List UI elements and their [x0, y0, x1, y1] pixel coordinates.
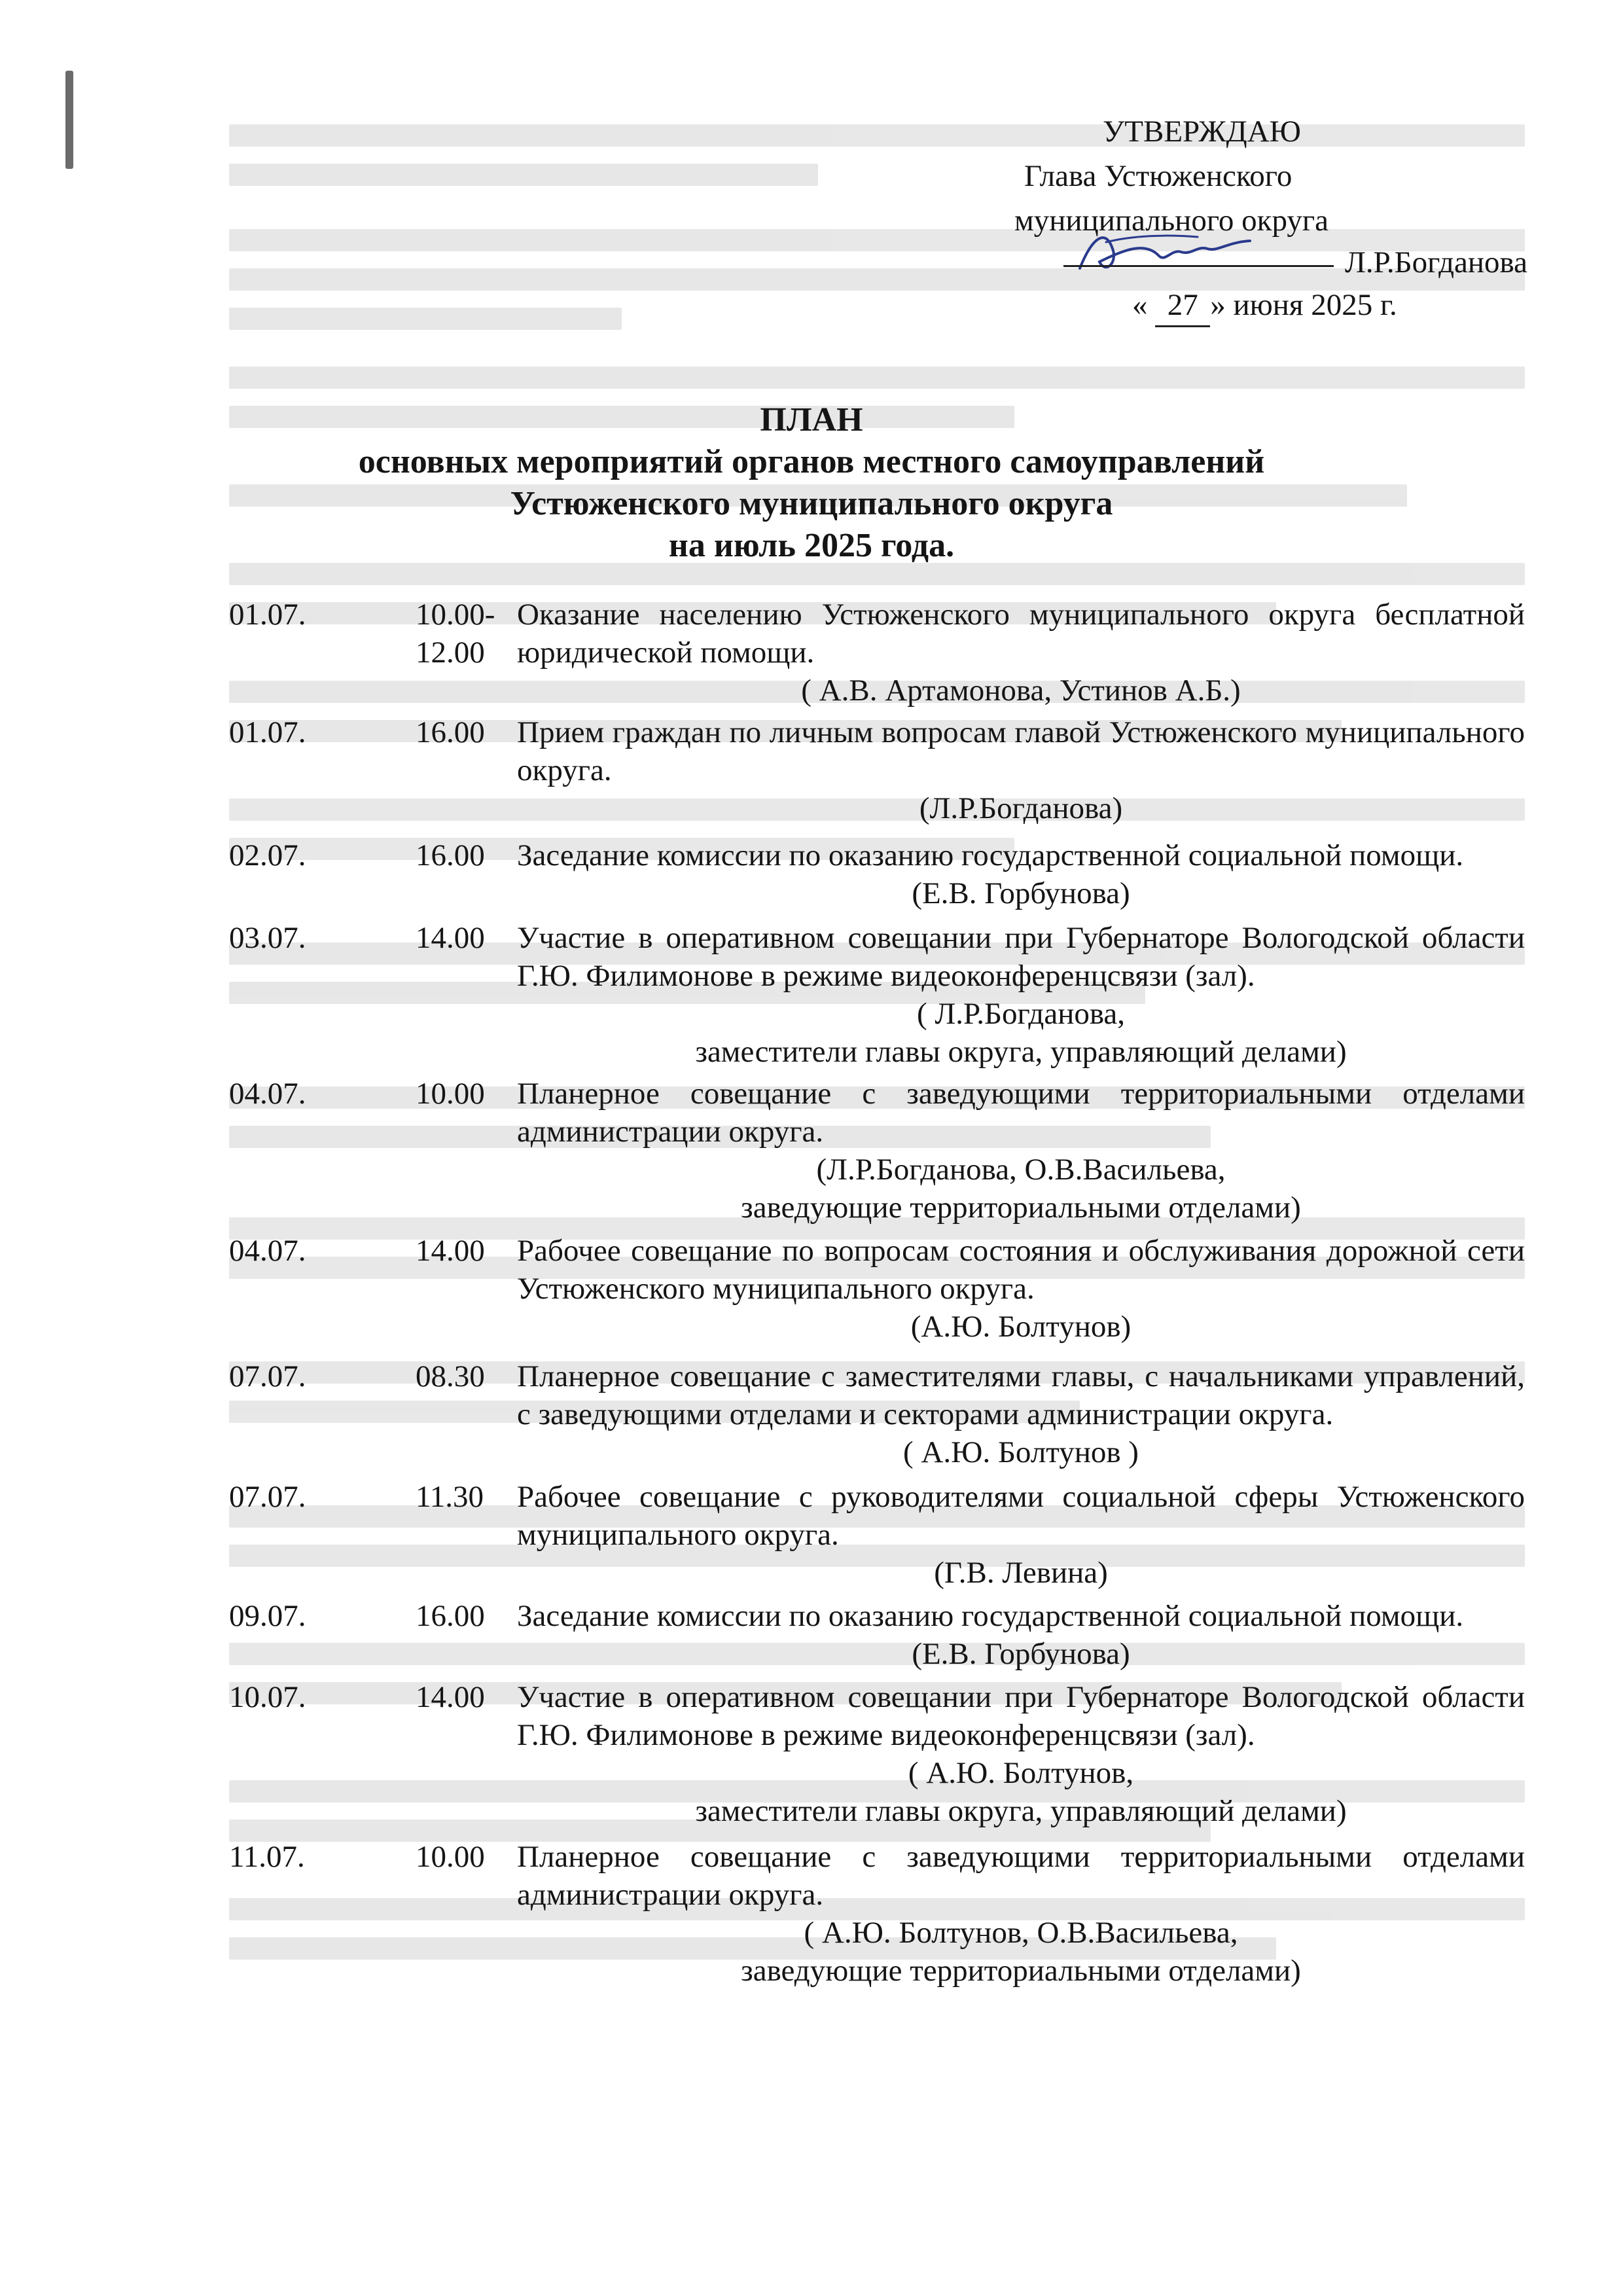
event-date: 02.07.: [229, 838, 306, 872]
event-list: [229, 596, 1525, 1990]
plan-heading: [196, 399, 1427, 567]
scan-edge-mark: [65, 71, 73, 169]
event-responsible: (Е.В. Горбунова): [912, 876, 1130, 910]
event-time: 14.00: [416, 1234, 485, 1268]
event-date: 03.07.: [229, 921, 306, 955]
event-responsible: ( А.Ю. Болтунов, О.В.Васильева,: [804, 1916, 1238, 1950]
event-responsible: (Л.Р.Богданова, О.В.Васильева,: [816, 1153, 1226, 1187]
handwritten-signature: [1067, 223, 1263, 281]
event-time: 11.30: [416, 1480, 484, 1514]
event-description: Заседание комиссии по оказанию государственной социальной помощи.: [517, 1599, 1464, 1633]
event-date: 10.07.: [229, 1680, 306, 1714]
plan-period: на июль 2025 года.: [668, 527, 955, 564]
event-time: 16.00: [416, 715, 485, 749]
event-row: [229, 1357, 1525, 1471]
event-responsible: ( А.Ю. Болтунов,: [908, 1756, 1134, 1790]
event-time: 08.30: [416, 1359, 485, 1393]
event-date: 04.07.: [229, 1077, 306, 1111]
event-responsible: заместители главы округа, управляющий делами): [695, 1035, 1347, 1069]
event-date: 07.07.: [229, 1480, 306, 1514]
event-row: [229, 1478, 1525, 1592]
approval-date-open: «: [1132, 288, 1148, 322]
event-responsible: ( А.Ю. Болтунов ): [903, 1435, 1139, 1469]
event-responsible: заведующие территориальными отделами): [741, 1191, 1301, 1225]
event-responsible: (А.Ю. Болтунов): [910, 1310, 1132, 1344]
approval-position-line1: Глава Устюженского: [1024, 159, 1293, 193]
event-description: Рабочее совещание по вопросам состояния и обслуживания дорожной сети Устюженского муниципального округа.: [517, 1234, 1525, 1306]
signature-line: [1063, 265, 1334, 267]
event-description: Заседание комиссии по оказанию государственной социальной помощи.: [517, 838, 1464, 872]
event-row: [229, 1678, 1525, 1830]
event-time: 10.00: [416, 1077, 485, 1111]
event-description: Планерное совещание с заведующими территориальными отделами администрации округа.: [517, 1840, 1525, 1912]
event-description: Планерное совещание с заведующими территориальными отделами администрации округа.: [517, 1077, 1525, 1149]
approval-date-day: 27: [1155, 285, 1210, 327]
plan-subtitle-1: основных мероприятий органов местного самоуправлений: [358, 443, 1265, 480]
plan-title: ПЛАН: [760, 401, 863, 439]
approval-date-rest: » июня 2025 г.: [1210, 288, 1397, 322]
approval-signer: Л.Р.Богданова: [1345, 245, 1527, 279]
event-time: 14.00: [416, 921, 485, 955]
event-date: 09.07.: [229, 1599, 306, 1633]
event-responsible: (Л.Р.Богданова): [919, 791, 1123, 825]
event-date: 01.07.: [229, 715, 306, 749]
event-date: 04.07.: [229, 1234, 306, 1268]
event-description: Планерное совещание с заместителями главы, с начальниками управлений, с заведующими отделами и секторами администрации округа.: [517, 1359, 1525, 1431]
event-row: [229, 713, 1525, 827]
event-description: Прием граждан по личным вопросам главой Устюженского муниципального округа.: [517, 715, 1525, 787]
event-row: [229, 1232, 1525, 1346]
event-date: 11.07.: [229, 1840, 305, 1874]
event-time: 10.00: [416, 1840, 485, 1874]
event-responsible: (Е.В. Горбунова): [912, 1637, 1130, 1671]
approval-position-line2: муниципального округа: [1014, 204, 1329, 238]
event-row: [229, 1075, 1525, 1227]
event-description: Участие в оперативном совещании при Губернаторе Вологодской области Г.Ю. Филимонове в режиме видеоконференцсвязи (зал).: [517, 1680, 1525, 1752]
event-responsible: заведующие территориальными отделами): [741, 1954, 1301, 1988]
event-description: Участие в оперативном совещании при Губернаторе Вологодской области Г.Ю. Филимонове в режиме видеоконференцсвязи (зал).: [517, 921, 1525, 993]
event-row: [229, 1838, 1525, 1990]
event-time: 16.00: [416, 1599, 485, 1633]
event-time: 10.00-12.00: [416, 598, 495, 670]
event-responsible: ( Л.Р.Богданова,: [916, 997, 1126, 1031]
event-row: [229, 1597, 1525, 1673]
event-time: 16.00: [416, 838, 485, 872]
event-time: 14.00: [416, 1680, 485, 1714]
event-row: [229, 836, 1525, 912]
plan-subtitle-2: Устюженского муниципального округа: [510, 485, 1113, 522]
event-description: Оказание населению Устюженского муниципального округа бесплатной юридической помощи.: [517, 598, 1525, 670]
approval-date: [1132, 285, 1397, 327]
event-date: 01.07.: [229, 598, 306, 632]
event-responsible: заместители главы округа, управляющий делами): [695, 1794, 1347, 1828]
event-date: 07.07.: [229, 1359, 306, 1393]
approval-title: УТВЕРЖДАЮ: [1103, 115, 1301, 149]
event-responsible: ( А.В. Артамонова, Устинов А.Б.): [801, 673, 1241, 708]
event-row: [229, 919, 1525, 1071]
event-row: [229, 596, 1525, 709]
event-description: Рабочее совещание с руководителями социальной сферы Устюженского муниципального округа.: [517, 1480, 1525, 1552]
event-responsible: (Г.В. Левина): [934, 1556, 1108, 1590]
